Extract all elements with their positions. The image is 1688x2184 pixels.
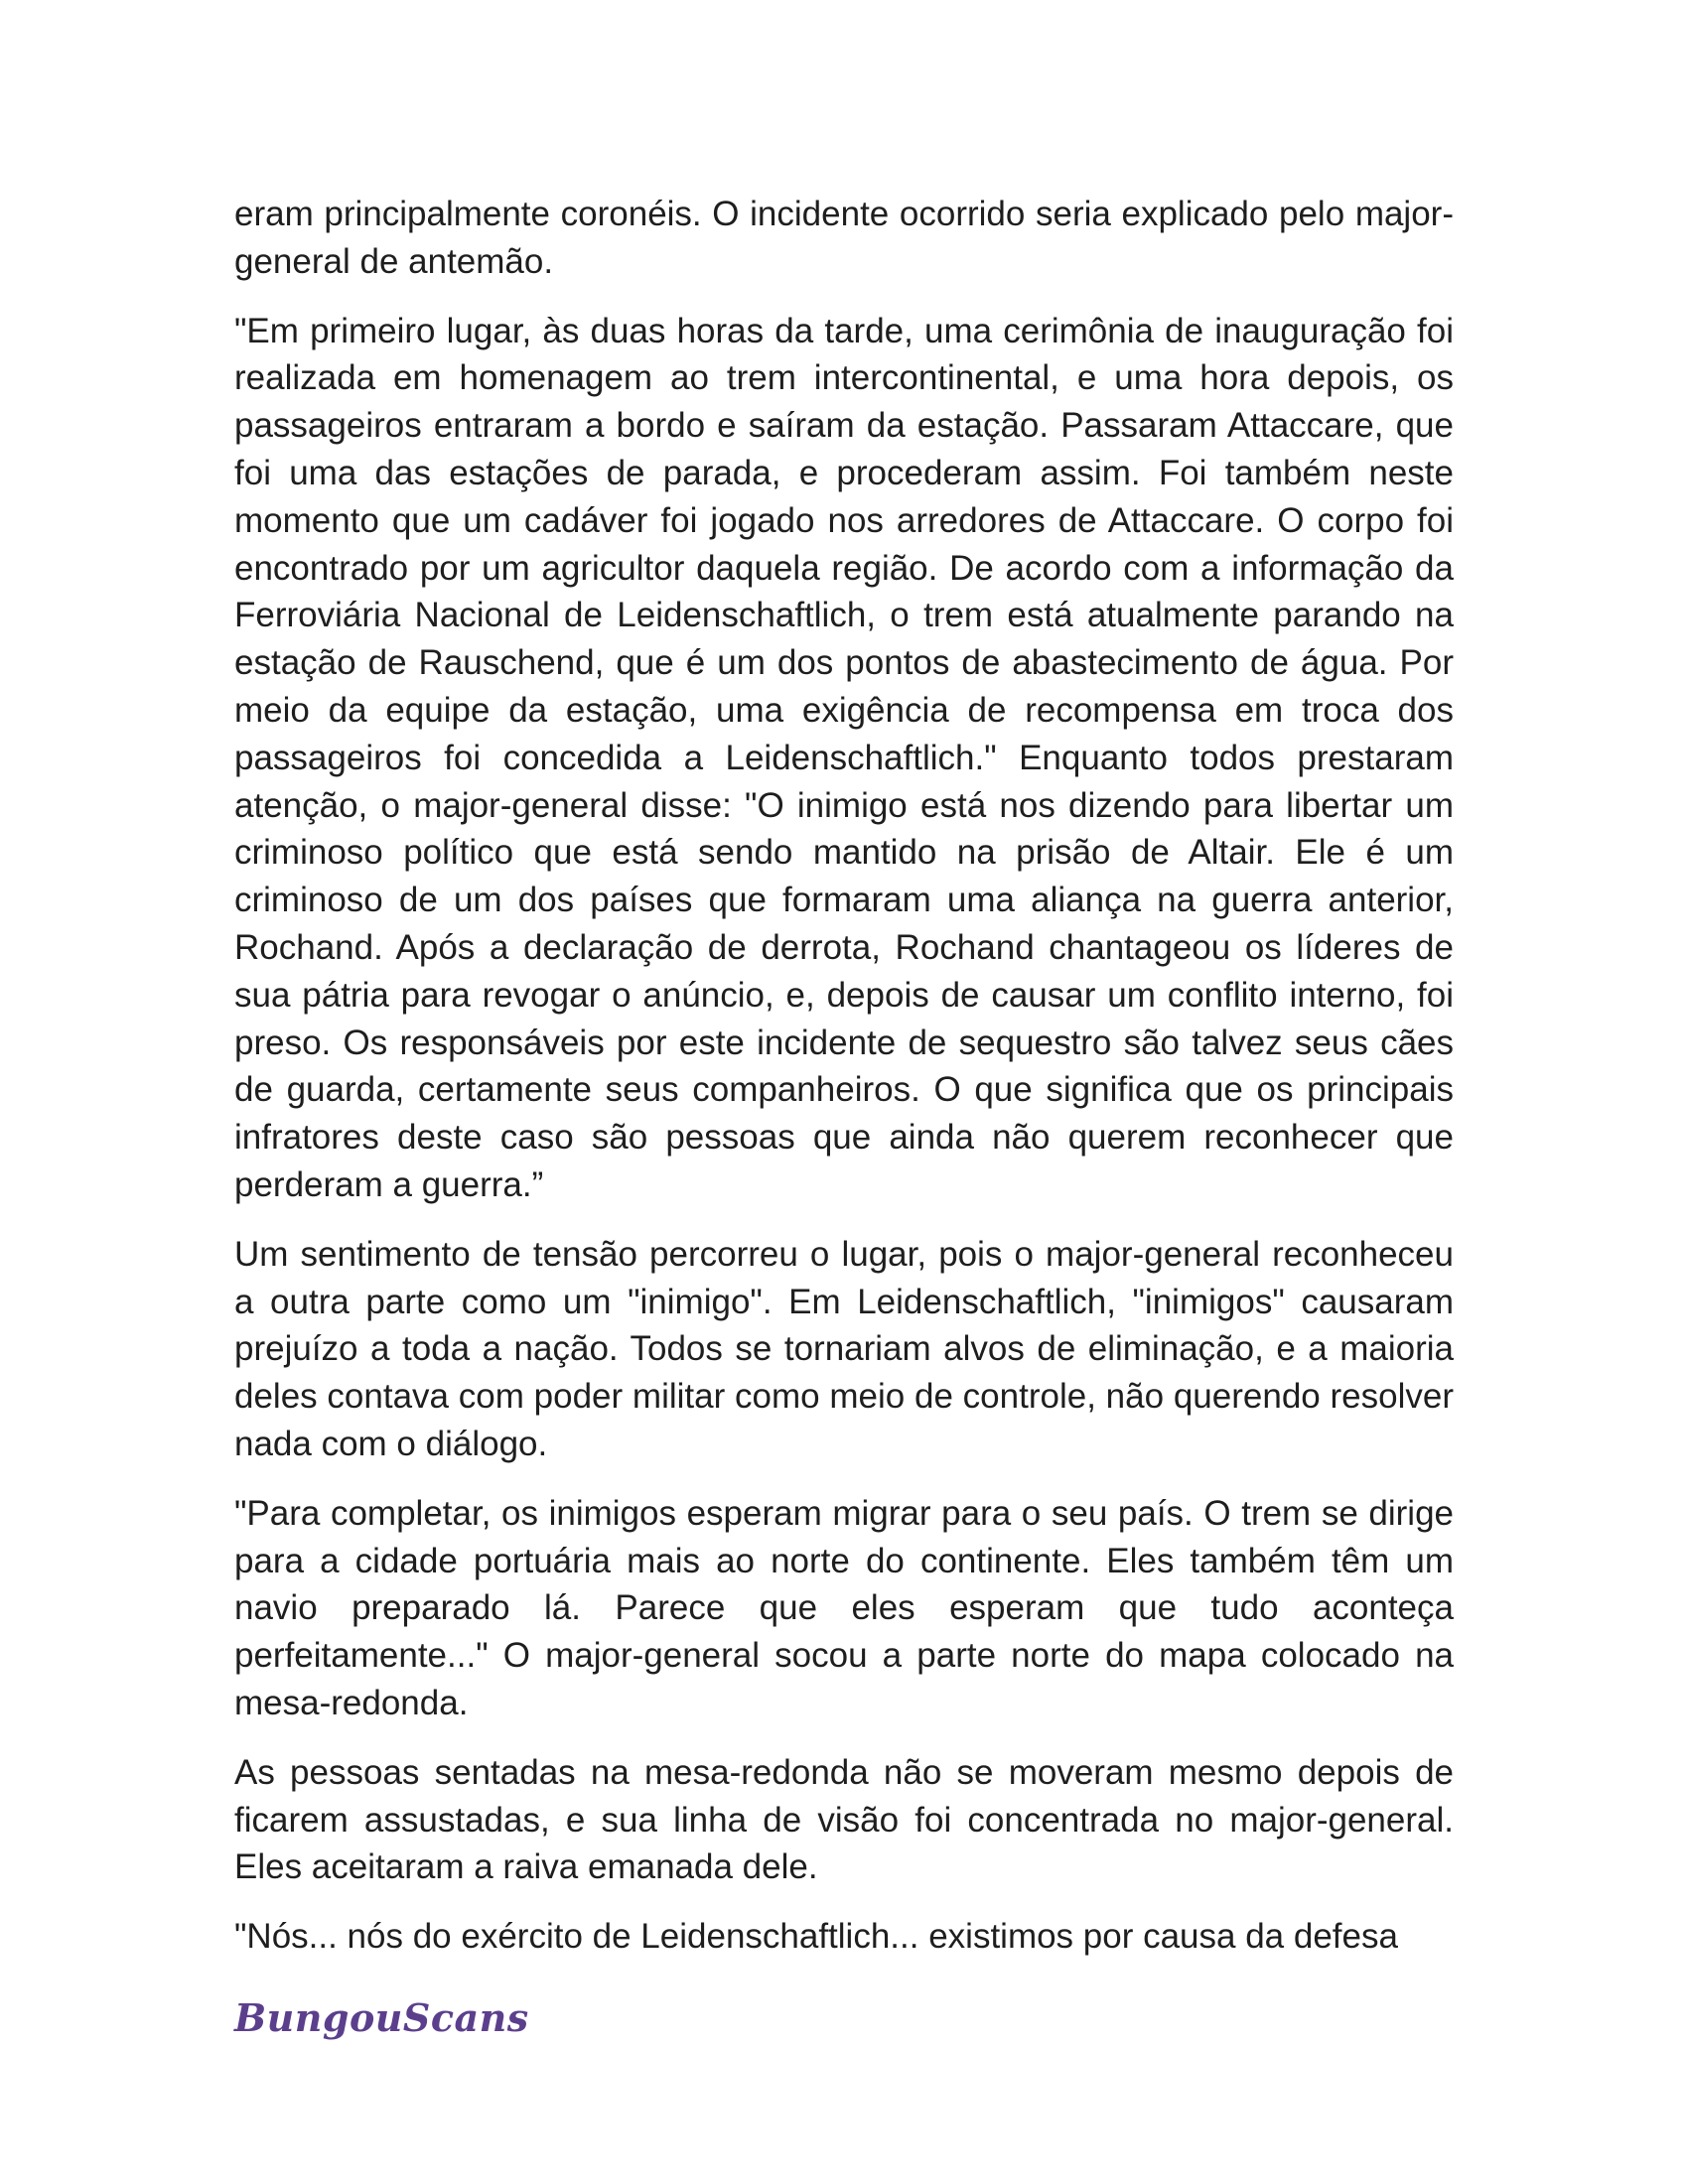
paragraph-2: "Em primeiro lugar, às duas horas da tarde, uma cerimônia de inauguração foi realizada em homenagem ao trem intercontinental, e uma hora depois, os passageiros entraram a bordo e saíram da estação. Passaram Attaccare, que foi uma das estações de parada, e procederam assim. Foi também neste momento que um cadáver foi jogado nos arredores de Attaccare. O corpo foi encontrado por um agricultor daquela região. De acordo com a informação da Ferroviária Nacional de Leidenschaftlich, o trem está atualmente parando na estação de Rauschend, que é um dos pontos de abastecimento de água. Por meio da equipe da estação, uma exigência de recompensa em troca dos passageiros foi concedida a Leidenschaftlich." Enquanto todos prestaram atenção, o major-general disse: "O inimigo está nos dizendo para libertar um criminoso político que está sendo mantido na prisão de Altair. Ele é um criminoso de um dos países que formaram uma aliança na guerra anterior, Rochand. Após a declaração de derrota, Rochand chantageou os líderes de sua pátria para revogar o anúncio, e, depois de causar um conflito interno, foi preso. Os responsáveis por este incidente de sequestro são talvez seus cães de guarda, certamente seus companheiros. O que significa que os principais infratores deste caso são pessoas que ainda não querem reconhecer que perderam a guerra.” [234, 311, 1454, 1204]
scanlator-watermark: BungouScans [234, 1995, 529, 2040]
paragraph-4: "Para completar, os inimigos esperam migrar para o seu país. O trem se dirige para a cidade portuária mais ao norte do continente. Eles também têm um navio preparado lá. Parece que eles esperam que tudo aconteça perfeitamente..." O major-general socou a parte norte do mapa colocado na mesa-redonda. [234, 1493, 1454, 1722]
paragraph-1: eram principalmente coronéis. O incidente ocorrido seria explicado pelo major-general de antemão. [234, 195, 1454, 281]
document-body [234, 191, 1454, 1961]
paragraph-6: "Nós... nós do exército de Leidenschaftlich... existimos por causa da defesa [234, 1917, 1398, 1957]
paragraph-3: Um sentimento de tensão percorreu o lugar, pois o major-general reconheceu a outra parte como um "inimigo". Em Leidenschaftlich, "inimigos" causaram prejuízo a toda a nação. Todos se tornariam alvos de eliminação, e a maioria deles contava com poder militar como meio de controle, não querendo resolver nada com o diálogo. [234, 1234, 1454, 1463]
paragraph-5: As pessoas sentadas na mesa-redonda não se moveram mesmo depois de ficarem assustadas, e sua linha de visão foi concentrada no major-general. Eles aceitaram a raiva emanada dele. [234, 1752, 1454, 1887]
